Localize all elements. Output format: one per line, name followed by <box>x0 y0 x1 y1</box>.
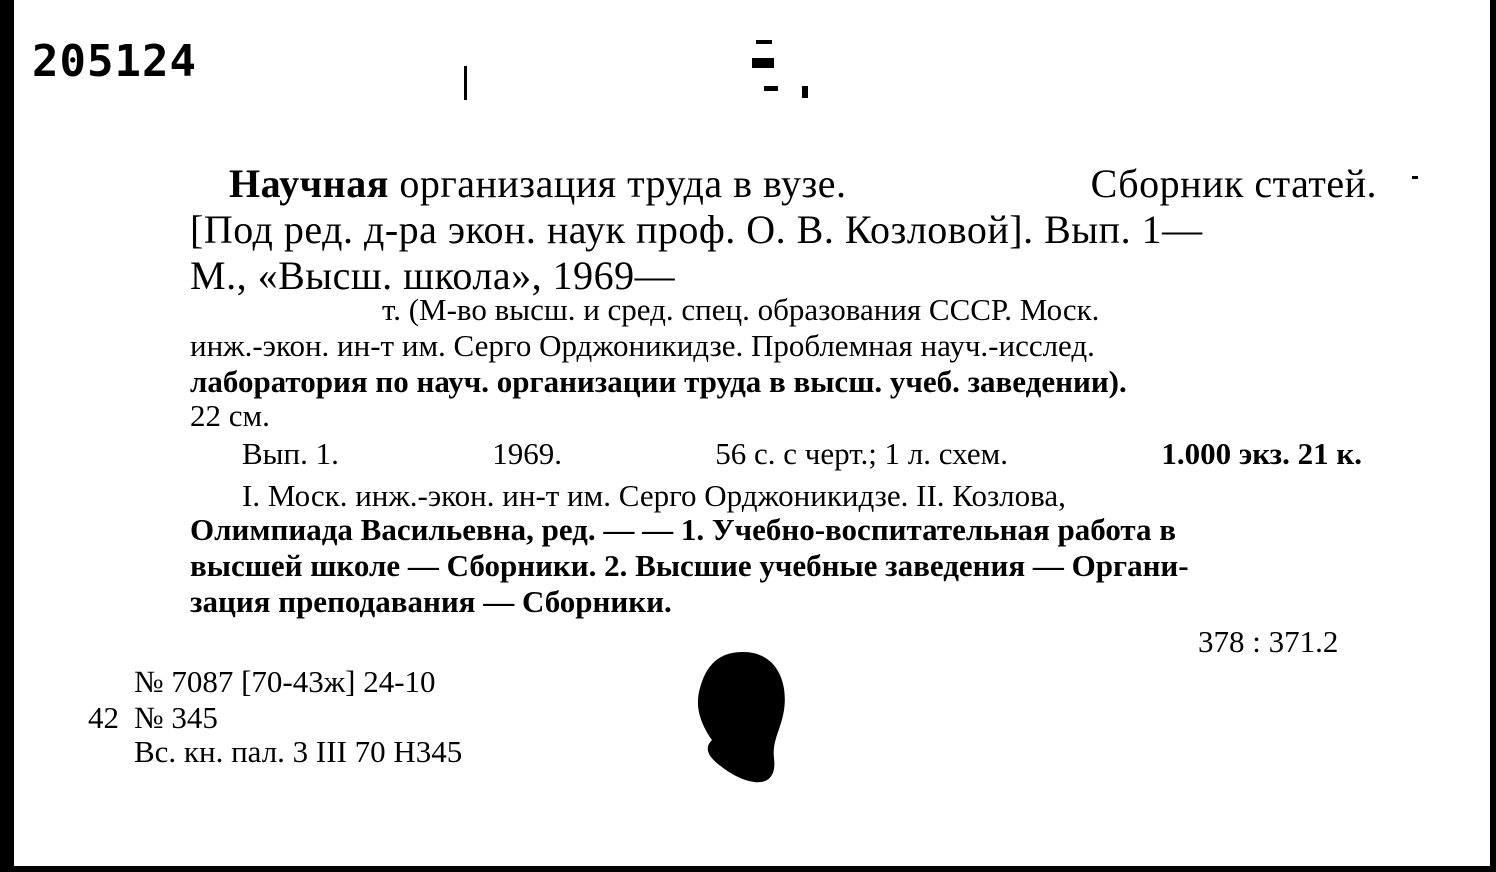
title-line-3: М., «Высш. школа», 1969— <box>190 253 676 298</box>
issue-price: 1.000 экз. 21 к. <box>1161 436 1362 471</box>
title-tail: Сборник статей. <box>1090 161 1377 206</box>
stub-line-2: № 345 <box>134 700 218 735</box>
series-line-4: 22 см. <box>190 398 270 433</box>
series-line-2: инж.-экон. ин-т им. Серго Орджоникидзе. Проблемная науч.-исслед. <box>190 328 1095 363</box>
title-line-1 <box>229 160 1377 207</box>
series-line-3: лаборатория по науч. организации труда в высш. учеб. заведении). <box>190 364 1127 399</box>
series-line-1: т. (М-во высш. и сред. спец. образования СССР. Моск. <box>382 292 1100 327</box>
issue-pages: 56 с. с черт.; 1 л. схем. <box>715 436 1008 471</box>
stray-mark-right <box>1412 176 1418 179</box>
tracings-line-4: зация преподавания — Сборники. <box>190 584 672 619</box>
catalog-card <box>14 0 1490 866</box>
title-rest: организация труда в вузе. <box>388 161 847 206</box>
stray-mark-mid <box>752 58 774 68</box>
stray-mark-dot <box>802 86 808 98</box>
issue-line <box>242 436 1362 472</box>
title-line-2: [Под ред. д-ра экон. наук проф. О. В. Козловой]. Вып. 1— <box>190 207 1203 252</box>
stub-line-3: Вс. кн. пал. 3 III 70 Н345 <box>134 734 463 769</box>
tracings-line-2: Олимпиада Васильевна, ред. — — 1. Учебно-воспитательная работа в <box>190 512 1177 547</box>
stub-line-2-prefix: 42 <box>88 700 119 735</box>
handwritten-number: 205124 <box>32 36 197 87</box>
ink-blot <box>688 648 798 788</box>
classification-number: 378 : 371.2 <box>1198 624 1339 659</box>
stray-mark <box>464 66 467 100</box>
tracings-line-1: I. Моск. инж.-экон. ин-т им. Серго Орджоникидзе. II. Козлова, <box>242 478 1066 513</box>
stray-mark-dash <box>764 86 778 91</box>
issue-vol: Вып. 1. <box>242 436 339 471</box>
stray-mark-top <box>756 40 772 44</box>
issue-year: 1969. <box>492 436 562 471</box>
stub-line-1: № 7087 [70-43ж] 24-10 <box>134 664 436 699</box>
title-lead: Научная <box>229 161 389 206</box>
tracings-line-3: высшей школе — Сборники. 2. Высшие учебные заведения — Органи- <box>190 548 1189 583</box>
